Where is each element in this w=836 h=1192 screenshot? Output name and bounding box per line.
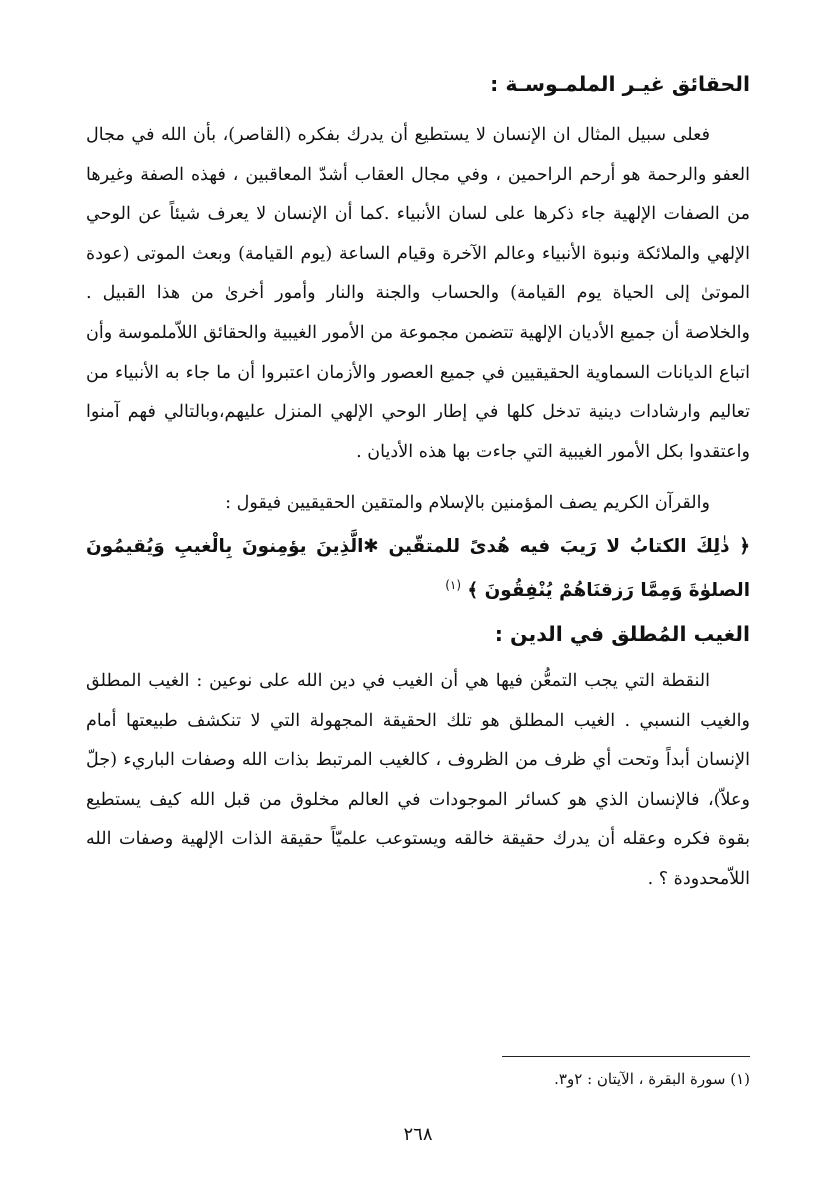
paragraph-text: والقرآن الكريم يصف المؤمنين بالإسلام والمتقين الحقيقيين فيقول : [225, 493, 710, 514]
paragraph-quran-intro [86, 484, 750, 524]
page-body [86, 62, 750, 900]
quran-verse [86, 528, 750, 610]
section-heading-intangible-truths: الحقائق غيـر الملمـوسـة : [490, 72, 750, 96]
paragraph-absolute-unseen [86, 662, 750, 900]
footnote-reference: (١) [445, 577, 462, 592]
page-number: ٢٦٨ [403, 1124, 433, 1145]
paragraph-intangible-truths [86, 116, 750, 472]
footnote: (١) سورة البقرة ، الآيتان : ٢و٣. [554, 1070, 750, 1088]
paragraph-text: فعلى سبيل المثال ان الإنسان لا يستطيع أن يدرك بفكره (القاصر)، بأن الله في مجال العفو والرحمة هو أرحم الراحمين ، وفي مجال العقاب أشدّ المعاقبين ، فهذه الصفة وغيرها من الصفات الإلهية جاء ذكرها على لسان الأنبياء .كما أن الإنسان لا يعرف شيئاً عن الوحي الإلهي والملائكة ونبوة الأنبياء وعالم الآخرة وقيام الساعة (يوم القيامة) وبعث الموتى (عودة الموتىٰ إلى الحياة يوم القيامة) والحساب والجنة والنار وأمور أخرىٰ من هذا القبيل . والخلاصة أن جميع الأديان الإلهية تتضمن مجموعة من الأمور الغيبية والحقائق اللاّملموسة وأن اتباع الديانات السماوية الحقيقيين في جميع العصور والأزمان اعتبروا أن ما جاء به الأنبياء من تعاليم وارشادات دينية تدخل كلها في إطار الوحي الإلهي المنزل عليهم،وبالتالي فهم آمنوا واعتقدوا بكل الأمور الغيبية التي جاءت بها هذه الأديان . [86, 125, 750, 462]
verse-text: ﴿ ذٰلِكَ الكتابُ لا رَيبَ فيه هُدىً للمتقّين ✱الَّذِينَ يؤمِنونَ بِالْغيبِ وَيُقيمُونَ الصلوٰةَ وَمِمَّا رَزقنَاهُمْ يُنْفِقُونَ ﴾ [86, 535, 750, 602]
paragraph-text: النقطة التي يجب التمعُّن فيها هي أن الغيب في دين الله على نوعين : الغيب المطلق والغيب النسبي . الغيب المطلق هو تلك الحقيقة المجهولة التي لا تنكشف طبيعتها أمام الإنسان أبداً وتحت أي ظرف من الظروف ، كالغيب المرتبط بذات الله وصفات الباريء (جلّ وعلاّ)، فالإنسان الذي هو كسائر الموجودات في العالم مخلوق من قبل الله كيف يستطيع بقوة فكره وعقله أن يدرك حقيقة خالقه ويستوعب علميّاً حقيقة الذات الإلهية وصفات الله اللاّمحدودة ؟ . [86, 671, 750, 890]
paragraph-gap [86, 472, 750, 484]
footnote-divider [502, 1056, 750, 1057]
section-heading-absolute-unseen: الغيب المُطلق في الدين : [494, 622, 750, 647]
